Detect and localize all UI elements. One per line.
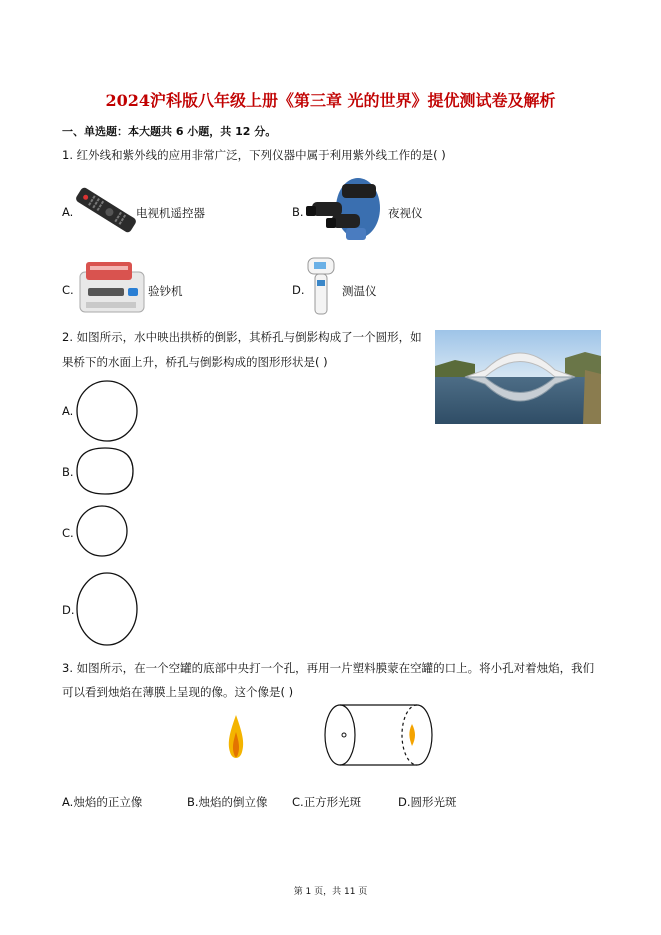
q2-option-d-letter: D. [62, 603, 75, 617]
q1-option-c-letter: C. [62, 283, 74, 297]
q1-option-c-label: 验钞机 [148, 284, 183, 298]
thermometer-gun-icon [306, 256, 336, 318]
night-vision-icon [306, 178, 384, 244]
q2-option-a-letter: A. [62, 404, 74, 418]
page-title: 2024沪科版八年级上册《第三章 光的世界》提优测试卷及解析 [105, 91, 556, 110]
q1-option-d-label: 测温仪 [342, 284, 377, 298]
q3-option-b [187, 794, 268, 810]
bridge-reflection-image [435, 330, 601, 424]
q3-option-c [292, 794, 361, 810]
q3-option-a-label: 烛焰的正立像 [73, 795, 143, 809]
question-3-stem-line2: 可以看到烛焰在薄膜上呈现的像。这个像是( ) [62, 685, 294, 699]
q2-option-c-letter: C. [62, 526, 74, 540]
money-detector-icon [76, 258, 148, 318]
q3-option-a [62, 794, 142, 810]
q1-option-b-label: 夜视仪 [388, 206, 423, 220]
q1-option-a-letter: A. [62, 205, 74, 219]
q2-option-b-lens-shape [76, 447, 134, 495]
question-3-stem-line1: 3. 如图所示，在一个空罐的底部中央打一个孔，再用一片塑料膜蒙在空罐的口上。将小孔对着烛焰，我们 [62, 661, 595, 675]
q3-option-c-label: 正方形光斑 [303, 795, 362, 809]
q3-option-a-letter: A. [62, 795, 74, 809]
question-2-stem-line2: 果桥下的水面上升，桥孔与倒影构成的图形形状是( ) [62, 355, 328, 369]
q2-option-d-ellipse [76, 572, 138, 646]
remote-control-icon [74, 178, 138, 242]
q3-option-b-letter: B. [187, 795, 199, 809]
candle-flame-icon [226, 714, 246, 764]
q2-option-a-circle [76, 380, 138, 442]
q1-option-a-label: 电视机遥控器 [136, 206, 205, 220]
question-2-stem-line1: 2. 如图所示，水中映出拱桥的倒影，其桥孔与倒影构成了一个圆形，如 [62, 330, 422, 344]
section-heading: 一、单选题：本大题共 6 小题，共 12 分。 [62, 125, 277, 138]
question-1-stem: 1. 红外线和紫外线的应用非常广泛，下列仪器中属于利用紫外线工作的是( ) [62, 148, 446, 162]
q2-option-c-circle [76, 505, 128, 557]
q2-option-b-letter: B. [62, 465, 74, 479]
q1-option-d-letter: D. [292, 283, 305, 297]
q3-option-c-letter: C. [292, 795, 304, 809]
q3-option-d-letter: D. [398, 795, 411, 809]
q3-option-d [398, 794, 457, 810]
pinhole-camera-diagram [322, 702, 434, 768]
page-footer: 第 1 页，共 11 页 [293, 887, 368, 897]
q3-option-b-label: 烛焰的倒立像 [198, 795, 268, 809]
q3-option-d-label: 圆形光斑 [410, 795, 457, 809]
q1-option-b-letter: B. [292, 205, 304, 219]
